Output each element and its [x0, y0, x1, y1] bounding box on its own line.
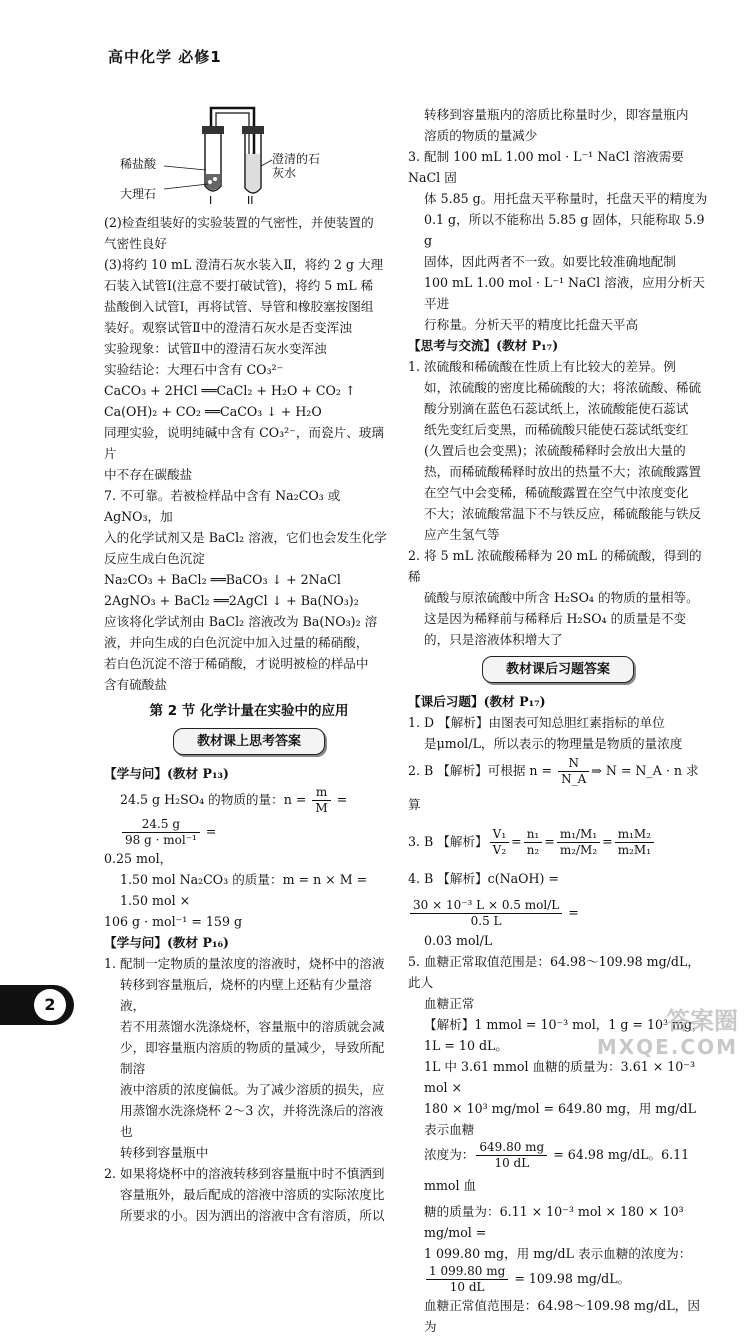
text-line: 溶质的物质的量减少: [424, 128, 538, 143]
text-line: 3. 配制 100 mL 1.00 mol · L⁻¹ NaCl 溶液需要 NaCl 固: [408, 149, 684, 185]
label-marble: 大理石: [120, 187, 157, 201]
formula-text: 24.5 g H₂SO₄ 的物质的量：n =: [120, 792, 311, 807]
text-line: 液，并向生成的白色沉淀中加入过量的稀硝酸，: [104, 635, 369, 650]
formula-text: ⇒ N = N_A · n 求算: [408, 763, 699, 812]
question-heading: 【学与问】(教材 P₁₃): [104, 766, 229, 781]
text-line: (3)将约 10 mL 澄清石灰水装入Ⅱ，将约 2 g 大理: [104, 257, 384, 272]
text-line: 行称量。分析天平的精度比托盘天平高: [424, 317, 639, 332]
question-heading: 【学与问】(教材 P₁₆): [104, 935, 229, 950]
text-line: 5. 血糖正常取值范围是：64.98～109.98 mg/dL，此人: [408, 954, 700, 990]
text-line: 7. 不可靠。若被检样品中含有 Na₂CO₃ 或 AgNO₃，加: [104, 488, 341, 524]
text-line: 所要求的小。因为洒出的溶液中含有溶质，所以: [120, 1208, 385, 1223]
text-line: 盐酸倒入试管Ⅰ，再将试管、导管和橡胶塞按图组: [104, 299, 374, 314]
fraction-denominator: n₂: [526, 843, 540, 857]
text-line: 106 g · mol⁻¹ = 159 g: [104, 914, 243, 929]
text-line: 糖的质量为：6.11 × 10⁻³ mol × 180 × 10³ mg/mol =: [424, 1204, 684, 1240]
text-line: 体 5.85 g。用托盘天平称量时，托盘天平的精度为: [424, 191, 708, 206]
fraction-numerator: 649.80 mg: [476, 1140, 547, 1156]
text-line: 纸先变红后变黑，而稀硫酸只能使石蕊试纸变红: [424, 422, 689, 437]
text-line: 血糖正常值范围是：64.98～109.98 mg/dL，因为: [424, 1298, 700, 1334]
text-line: 1. D 【解析】由图表可知总胆红素指标的单位: [408, 715, 665, 730]
text-line: 用蒸馏水洗涤烧杯 2～3 次，并将洗涤后的溶液也: [120, 1103, 384, 1139]
formula-text: = 64.98 mg/dL。6.11 mmol 血: [424, 1147, 690, 1193]
label-limewater: 澄清的石灰水: [272, 152, 321, 180]
watermark-text: 答案圈: [666, 1007, 738, 1035]
label-dilute-hcl: 稀盐酸: [120, 157, 157, 171]
text-line: 热，而稀硫酸稀释时放出的热量不大；浓硫酸露置: [424, 464, 702, 479]
page-number: 2: [34, 989, 66, 1021]
text-line: 装好。观察试管Ⅱ中的澄清石灰水是否变浑浊: [104, 320, 352, 335]
fraction-denominator: 10 dL: [494, 1156, 530, 1170]
fraction-numerator: N: [558, 756, 589, 772]
fraction-numerator: 1 099.80 mg: [426, 1264, 508, 1280]
text-line: 转移到容量瓶中: [120, 1145, 209, 1160]
text-line: 2. 将 5 mL 浓硫酸稀释为 20 mL 的稀硫酸，得到的稀: [408, 548, 702, 584]
fraction-numerator: V₁: [490, 827, 509, 843]
text-line: 应产生氢气等: [424, 527, 500, 542]
formula-text: =: [564, 905, 579, 920]
fraction-denominator: m₂/M₂: [559, 843, 598, 857]
formula-text: =: [332, 792, 348, 807]
fraction: [410, 898, 562, 929]
text-line: 少，即容量瓶内溶质的物质的量减少，导致所配制溶: [120, 1040, 385, 1076]
fraction-denominator: V₂: [492, 843, 507, 857]
fraction-denominator: m₂M₁: [617, 843, 652, 857]
fraction-numerator: m: [312, 785, 330, 801]
formula-line: [408, 754, 708, 822]
box-title-in-class: 教材课上思考答案: [173, 728, 325, 755]
text-line: 实验现象：试管Ⅱ中的澄清石灰水变浑浊: [104, 341, 327, 356]
formula-text: 3. B 【解析】: [408, 834, 488, 849]
page-header: 高中化学 必修1: [108, 48, 222, 66]
text-line: 1L 中 3.61 mmol 血糖的质量为：3.61 × 10⁻³ mol ×: [424, 1059, 695, 1095]
text-line: 【解析】1 mmol = 10⁻³ mol，1 g = 10³ mg，1L = 10 dL。: [424, 1017, 705, 1053]
fraction: [558, 756, 589, 787]
text-line: (久置后也会变黑)；浓硫酸稀释时会放出大量的: [424, 443, 686, 458]
box-title-after-class: 教材课后习题答案: [482, 656, 634, 683]
text-line: 液中溶质的浓度偏低。为了减少溶质的损失，应: [120, 1082, 385, 1097]
formula-line: [408, 1264, 708, 1295]
equation: Ca(OH)₂ + CO₂ ══CaCO₃ ↓ + H₂O: [104, 404, 322, 419]
text-line: 0.03 mol/L: [424, 933, 493, 948]
fraction: [524, 827, 543, 858]
text-line: 应该将化学试剂由 BaCl₂ 溶液改为 Ba(NO₃)₂ 溶: [104, 614, 378, 629]
watermark: [597, 1008, 738, 1060]
fraction: [476, 1140, 547, 1171]
fraction-denominator: N_A: [561, 772, 587, 786]
apparatus-figure: [104, 104, 394, 204]
text-line: 1. 配制一定物质的量浓度的溶液时，烧杯中的溶液: [104, 956, 385, 971]
text-line: 0.25 mol，: [104, 851, 173, 866]
equation: 2AgNO₃ + BaCl₂ ══2AgCl ↓ + Ba(NO₃)₂: [104, 593, 359, 608]
fraction: [122, 817, 200, 848]
fraction: [615, 827, 654, 858]
text-line: 反应生成白色沉淀: [104, 551, 205, 566]
equation: Na₂CO₃ + BaCl₂ ══BaCO₃ ↓ + 2NaCl: [104, 572, 341, 587]
formula-line: [408, 1140, 708, 1201]
equation: CaCO₃ + 2HCl ══CaCl₂ + H₂O + CO₂ ↑: [104, 383, 356, 398]
tube-i-label: I: [209, 194, 213, 204]
text-line: 酸分别滴在蓝色石蕊试纸上，浓硫酸能使石蕊试: [424, 401, 689, 416]
left-column: [104, 104, 394, 1226]
fraction-denominator: 10 dL: [449, 1280, 485, 1294]
formula-line: 3. B 【解析】 $\frac{\text{V₁}}{\text{V₂}}$ = $\frac{\text{n₁}}{\text{n₂}}$ = $\frac{\text{m₁/M₁}}{\text{m₂/M₂}}$ = $\frac{\text{m₁M₂}}{\text{m₂M₁}}$: [408, 822, 708, 862]
formula-text: 4. B 【解析】c(NaOH) =: [408, 871, 559, 886]
formula-text: 2. B 【解析】可根据 n =: [408, 763, 557, 778]
text-line: 这是因为稀释前与稀释后 H₂SO₄ 的质量是不变: [424, 611, 687, 626]
fraction: [557, 827, 600, 858]
text-line: 中不存在碳酸盐: [104, 467, 193, 482]
formula-text: =: [201, 824, 217, 839]
text-line: 转移到容量瓶后，烧杯的内壁上还粘有少量溶液，: [120, 977, 372, 1013]
section-title: 第 2 节 化学计量在实验中的应用: [149, 703, 349, 719]
text-line: 硫酸与原浓硫酸中所含 H₂SO₄ 的物质的量相等。: [424, 590, 699, 605]
page-number-tab: [0, 985, 74, 1025]
text-line: 石装入试管Ⅰ(注意不要打破试管)，将约 5 mL 稀: [104, 278, 374, 293]
watermark-url: MXQE.COM: [596, 1035, 738, 1059]
text-line: 入的化学试剂又是 BaCl₂ 溶液，它们也会发生化学: [104, 530, 387, 545]
fraction-denominator: M: [315, 801, 328, 815]
question-heading: 【思考与交流】(教材 P₁₇): [408, 338, 559, 353]
fraction-numerator: 24.5 g: [122, 817, 200, 833]
text-line: 同理实验，说明纯碱中含有 CO₃²⁻，而瓷片、玻璃片: [104, 425, 384, 461]
fraction: [312, 785, 330, 816]
text-line: 转移到容量瓶内的溶质比称量时少，即容量瓶内: [424, 107, 689, 122]
fraction-numerator: n₁: [524, 827, 543, 843]
fraction: [490, 827, 509, 858]
fraction-numerator: m₁M₂: [615, 827, 654, 843]
text-line: 在空气中会变稀，稀硫酸露置在空气中浓度变化: [424, 485, 689, 500]
fraction: [426, 1264, 508, 1295]
fraction-numerator: 30 × 10⁻³ L × 0.5 mol/L: [410, 898, 562, 914]
text-line: 是μmol/L，所以表示的物理量是物质的量浓度: [424, 736, 683, 751]
text-line: 1. 浓硫酸和稀硫酸在性质上有比较大的差异。例: [408, 359, 676, 374]
formula-text: 浓度为：: [424, 1147, 475, 1162]
text-line: 100 mL 1.00 mol · L⁻¹ NaCl 溶液，应用分析天平进: [424, 275, 705, 311]
fraction-numerator: m₁/M₁: [557, 827, 600, 843]
text-line: 2. 如果将烧杯中的溶液转移到容量瓶中时不慎洒到: [104, 1166, 385, 1181]
text-line: 气密性良好: [104, 236, 167, 251]
formula-line: [104, 784, 394, 848]
fraction-denominator: 0.5 L: [470, 914, 502, 928]
text-line: 如，浓硫酸的密度比稀硫酸的大；将浓硫酸、稀硫: [424, 380, 702, 395]
text-line: (2)检查组装好的实验装置的气密性，并使装置的: [104, 215, 374, 230]
text-line: 180 × 10³ mg/mol = 649.80 mg，用 mg/dL 表示血糖: [424, 1101, 696, 1137]
text-line: 血糖正常: [424, 996, 475, 1011]
text-line: 容量瓶外，最后配成的溶液中溶质的实际浓度比: [120, 1187, 385, 1202]
text-line: 的，只是溶液体积增大了: [424, 632, 563, 647]
tube-ii-label: II: [247, 194, 254, 204]
question-heading: 【课后习题】(教材 P₁₇): [408, 694, 546, 709]
text-line: 1 099.80 mg，用 mg/dL 表示血糖的浓度为：: [424, 1246, 692, 1261]
text-line: 若不用蒸馏水洗涤烧杯，容量瓶中的溶质就会减: [120, 1019, 385, 1034]
text-line: 1.50 mol Na₂CO₃ 的质量：m = n × M = 1.50 mol ×: [120, 872, 368, 908]
formula-line: [408, 862, 708, 930]
right-column: [408, 104, 708, 1337]
text-line: 不大；浓硫酸常温下不与铁反应，稀硫酸能与铁反: [424, 506, 702, 521]
fraction-denominator: 98 g · mol⁻¹: [125, 833, 197, 847]
text-line: 含有硫酸盐: [104, 677, 167, 692]
text-line: 实验结论：大理石中含有 CO₃²⁻: [104, 362, 284, 377]
formula-text: = 109.98 mg/dL。: [510, 1271, 631, 1286]
text-line: 0.1 g，所以不能称出 5.85 g 固体，只能称取 5.9 g: [424, 212, 705, 248]
text-line: 若白色沉淀不溶于稀硝酸，才说明被检的样品中: [104, 656, 369, 671]
text-line: 固体，因此两者不一致。如要比较准确地配制: [424, 254, 676, 269]
